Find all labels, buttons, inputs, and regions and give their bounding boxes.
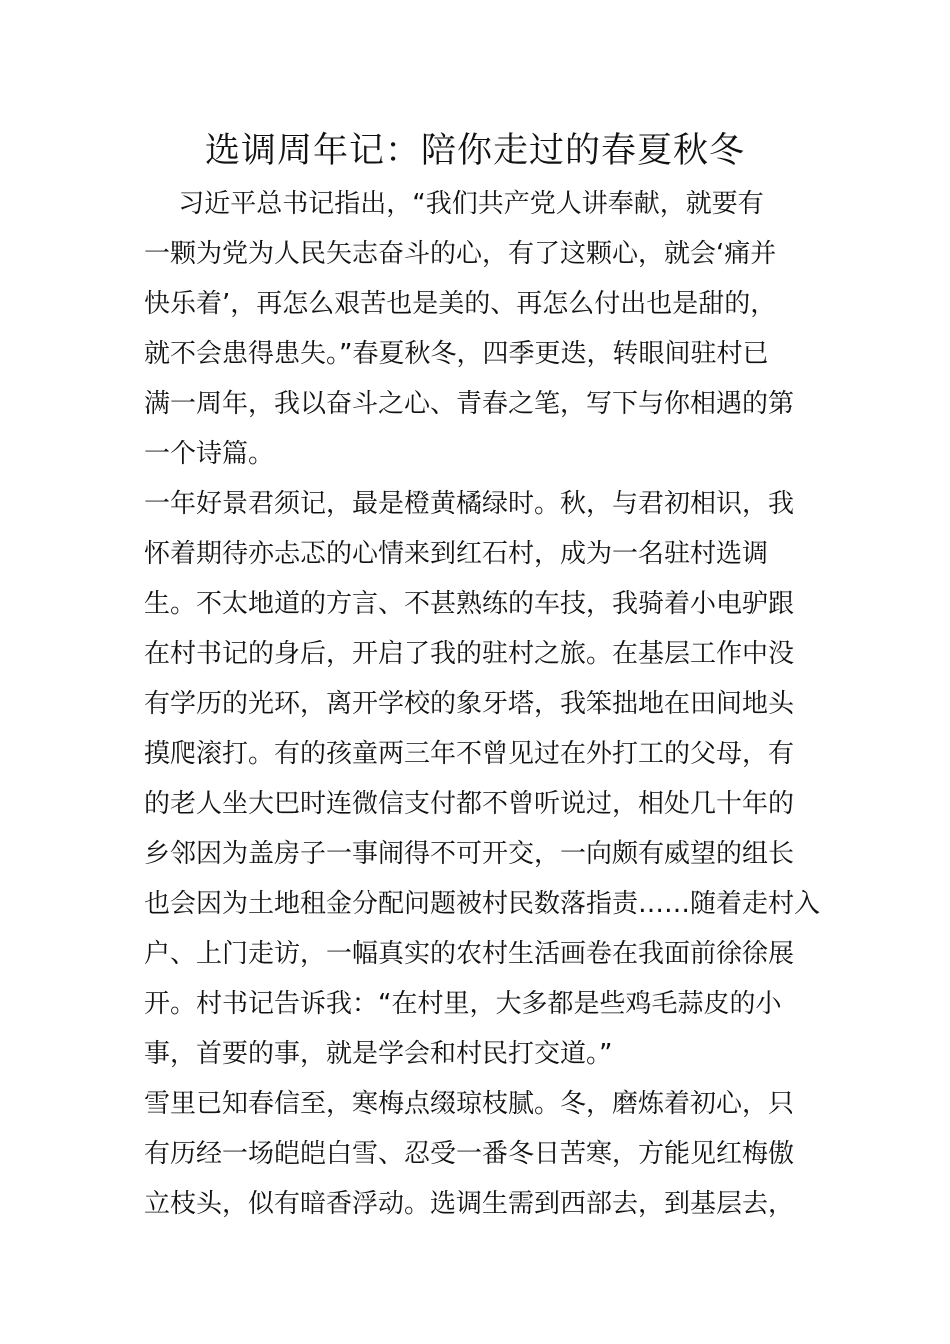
text-line: 一年好景君须记，最是橙黄橘绿时。秋，与君初相识，我 <box>144 489 795 519</box>
text-line: 生。不太地道的方言、不甚熟练的车技，我骑着小电驴跟 <box>144 589 795 619</box>
text-line: 立枝头，似有暗香浮动。选调生需到西部去，到基层去， <box>144 1189 795 1219</box>
text-line: 乡邻因为盖房子一事闹得不可开交，一向颇有威望的组长 <box>144 839 795 869</box>
text-line: 也会因为土地租金分配问题被村民数落指责……随着走村入 <box>144 889 821 919</box>
text-line: 一颗为党为人民矢志奋斗的心，有了这颗心，就会‘痛并 <box>144 239 777 269</box>
document-title: 选调周年记：陪你走过的春夏秋冬 <box>204 131 745 171</box>
text-line: 满一周年，我以奋斗之心、青春之笔，写下与你相遇的第 <box>144 389 795 419</box>
text-line: 怀着期待亦忐忑的心情来到红石村，成为一名驻村选调 <box>144 539 769 569</box>
text-line: 在村书记的身后，开启了我的驻村之旅。在基层工作中没 <box>144 639 795 669</box>
text-line: 有历经一场皑皑白雪、忍受一番冬日苦寒，方能见红梅傲 <box>144 1139 795 1169</box>
text-line: 的老人坐大巴时连微信支付都不曾听说过，相处几十年的 <box>144 789 795 819</box>
text-line: 快乐着’，再怎么艰苦也是美的、再怎么付出也是甜的， <box>144 289 777 319</box>
text-line: 雪里已知春信至，寒梅点缀琼枝腻。冬，磨炼着初心，只 <box>144 1089 795 1119</box>
text-line: 摸爬滚打。有的孩童两三年不曾见过在外打工的父母，有 <box>144 739 795 769</box>
text-line: 开。村书记告诉我：“在村里，大多都是些鸡毛蒜皮的小 <box>144 989 782 1019</box>
text-line: 事，首要的事，就是学会和村民打交道。” <box>144 1039 613 1069</box>
text-line: 有学历的光环，离开学校的象牙塔，我笨拙地在田间地头 <box>144 689 795 719</box>
text-line: 习近平总书记指出，“我们共产党人讲奉献，就要有 <box>144 189 764 219</box>
text-line: 就不会患得患失。”春夏秋冬，四季更迭，转眼间驻村已 <box>144 339 769 369</box>
text-line: 户、上门走访，一幅真实的农村生活画卷在我面前徐徐展 <box>144 939 795 969</box>
text-line: 一个诗篇。 <box>144 439 275 469</box>
